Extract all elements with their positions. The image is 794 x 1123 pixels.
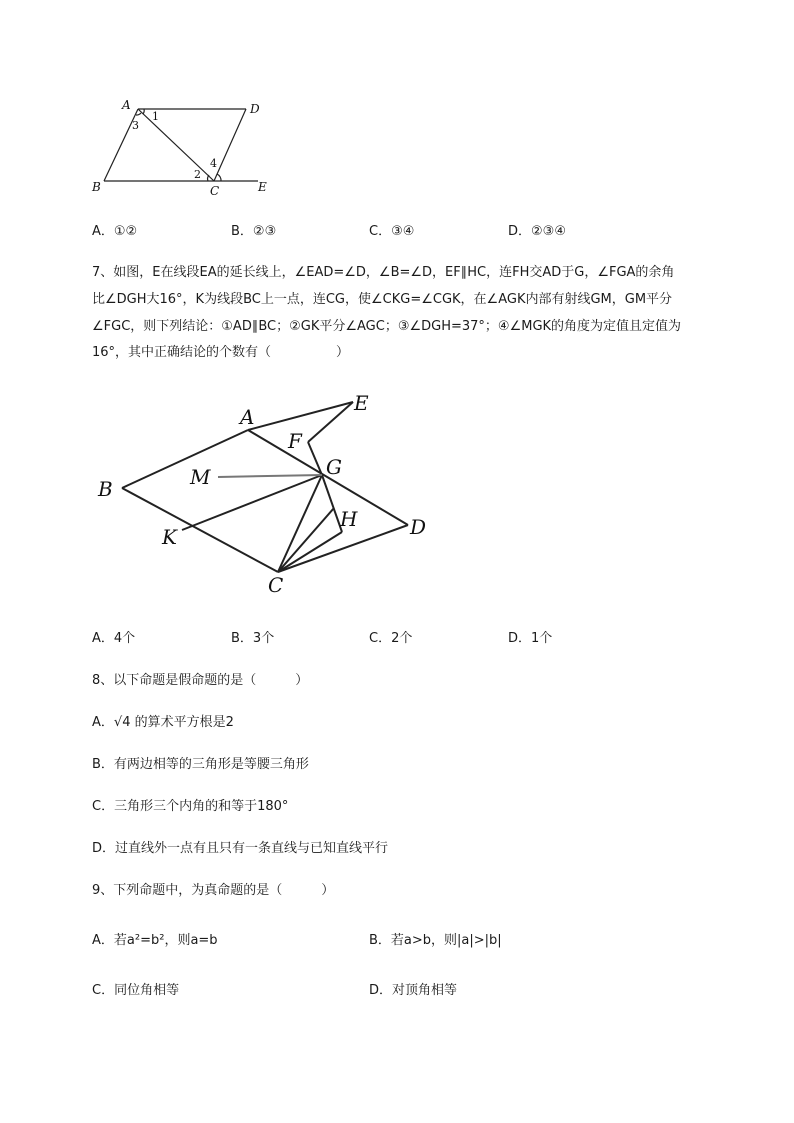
label-F2: F [288,429,302,453]
q7-option-a[interactable]: A．4个 [92,631,136,646]
q7-option-b[interactable]: B．3个 [231,631,275,646]
q9-stem: 9、下列命题中，为真命题的是（ ） [92,883,335,898]
q8-option-d[interactable]: D．过直线外一点有且只有一条直线与已知直线平行 [92,841,389,856]
q7-stem-line-2: 比∠DGH大16°，K为线段BC上一点，连CG，使∠CKG=∠CGK，在∠AGK内部有射线GM，GM平分 [92,292,673,307]
q7-option-c[interactable]: C．2个 [369,631,413,646]
label-A2: A [240,405,255,429]
q9-option-b[interactable]: B．若a>b，则|a|>|b| [369,933,502,948]
angle-1: 1 [152,110,159,123]
q9-option-c[interactable]: C．同位角相等 [92,983,180,998]
label-C2: C [268,573,284,597]
label-H2: H [340,507,358,531]
label-B2: B [98,477,113,501]
q6-option-d[interactable]: D．②③④ [508,224,566,239]
label-E2: E [354,391,369,415]
label-K2: K [162,525,177,549]
figure-parallelogram [88,95,278,200]
label-A: A [122,98,131,112]
q7-stem-line-3: ∠FGC，则下列结论：①AD∥BC；②GK平分∠AGC；③∠DGH=37°；④∠MGK的角度为定值且定值为 [92,319,682,334]
q7-stem-line-1: 7、如图，E在线段EA的延长线上，∠EAD=∠D，∠B=∠D，EF∥HC，连FH交AD于G，∠FGA的余角 [92,265,675,280]
label-B: B [92,180,101,194]
q6-option-c[interactable]: C．③④ [369,224,415,239]
label-E: E [258,180,267,194]
angle-4: 4 [210,157,217,170]
figure-q7 [90,380,440,605]
label-C: C [210,184,220,198]
q6-option-b[interactable]: B．②③ [231,224,277,239]
angle-3: 3 [132,119,139,132]
q9-option-a[interactable]: A．若a²=b²，则a=b [92,933,218,948]
q8-stem: 8、以下命题是假命题的是（ ） [92,673,309,688]
q8-option-c[interactable]: C．三角形三个内角的和等于180° [92,799,289,814]
label-M2: M [190,465,211,489]
label-G2: G [326,455,342,479]
q6-option-a[interactable]: A．①② [92,224,138,239]
q9-option-d[interactable]: D．对顶角相等 [369,983,458,998]
q8-option-a[interactable]: A．√4 的算术平方根是2 [92,715,234,730]
label-D: D [250,102,260,116]
q7-stem-line-4: 16°，其中正确结论的个数有（ ） [92,345,350,360]
label-D2: D [410,515,427,539]
q8-option-b[interactable]: B．有两边相等的三角形是等腰三角形 [92,757,309,772]
angle-2: 2 [194,168,201,181]
q7-option-d[interactable]: D．1个 [508,631,553,646]
